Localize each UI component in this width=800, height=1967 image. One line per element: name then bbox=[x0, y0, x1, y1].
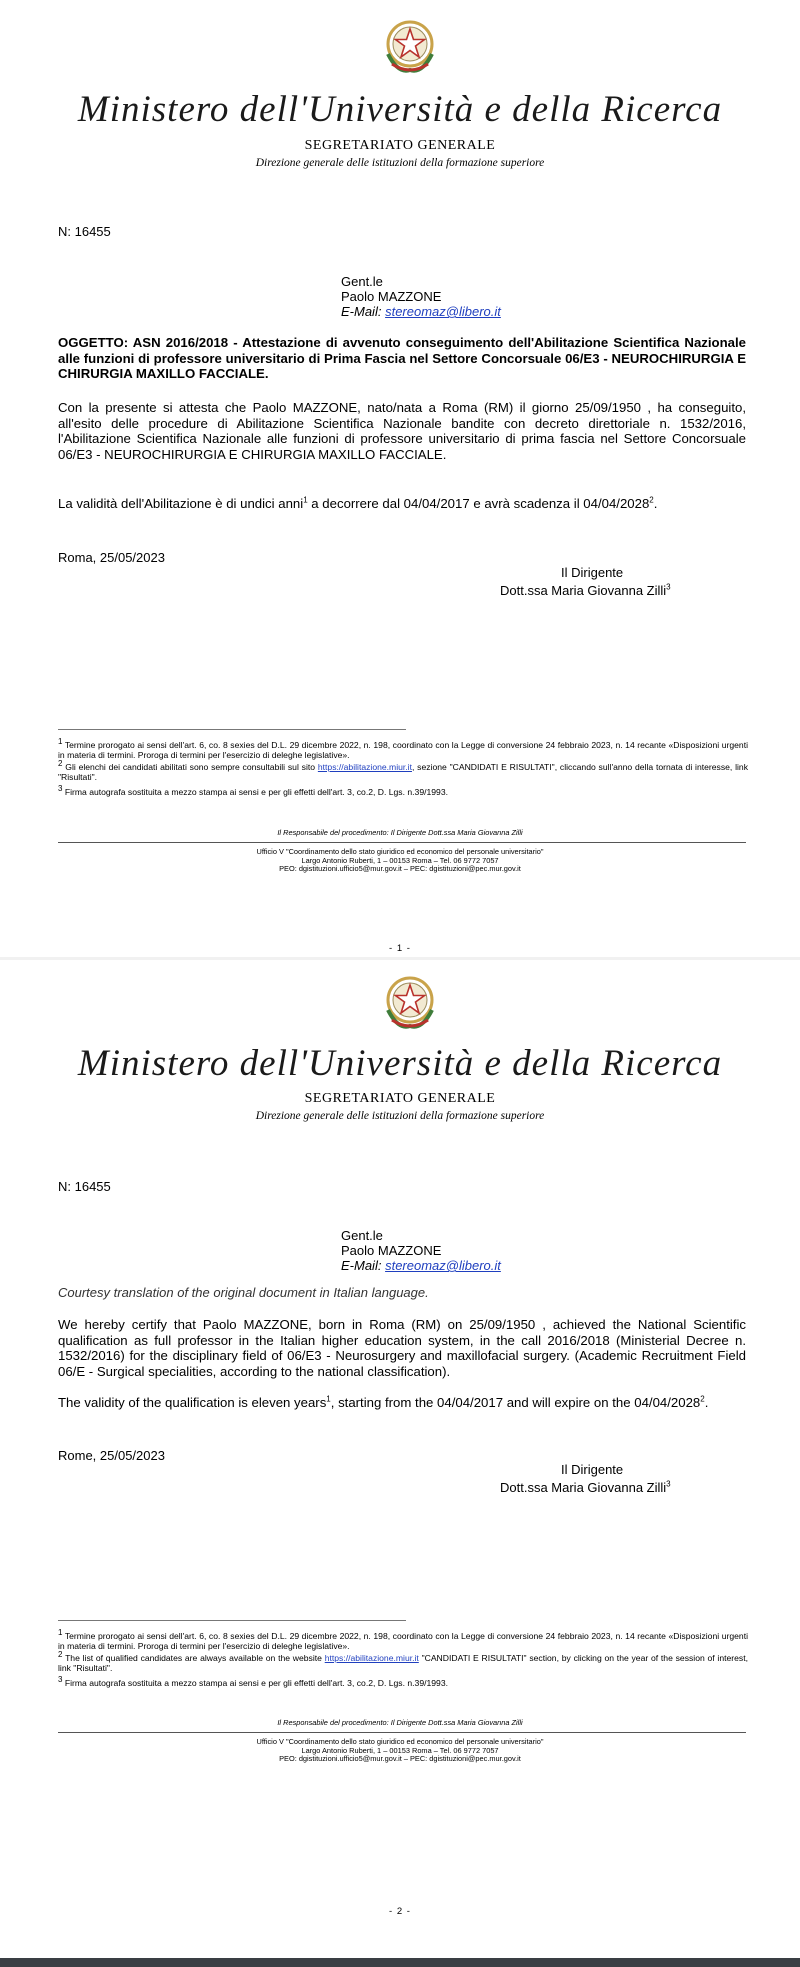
protocol-number: N: 16455 bbox=[58, 224, 111, 239]
footnote-mark: 1 bbox=[326, 1394, 331, 1404]
footnote-mark: 3 bbox=[666, 582, 671, 592]
footnote-1 bbox=[58, 737, 748, 760]
page-number: - 1 - bbox=[389, 943, 411, 954]
signer-name bbox=[500, 583, 671, 598]
recipient-name: Paolo MAZZONE bbox=[341, 1243, 442, 1258]
responsible-line: Il Responsabile del procedimento: Il Dirigente Dott.ssa Maria Giovanna Zilli bbox=[277, 828, 523, 837]
secretariat: SEGRETARIATO GENERALE bbox=[304, 138, 496, 153]
responsible-line: Il Responsabile del procedimento: Il Dirigente Dott.ssa Maria Giovanna Zilli bbox=[277, 1718, 523, 1727]
ministry-name: Ministero dell'Università e della Ricerca bbox=[77, 1043, 723, 1084]
validity-text-a: The validity of the qualification is eleven years bbox=[58, 1395, 327, 1410]
signer-name-text: Dott.ssa Maria Giovanna Zilli bbox=[500, 583, 667, 598]
email-label: E-Mail: bbox=[341, 304, 382, 319]
validity-end: . bbox=[653, 496, 658, 511]
validity-paragraph bbox=[58, 496, 746, 512]
window-bottom-edge bbox=[0, 1958, 800, 1967]
validity-text-b: a decorrere dal 04/04/2017 e avrà scadenza il 04/04/2028 bbox=[307, 496, 650, 511]
footnote-mark: 1 bbox=[303, 495, 308, 505]
page-2 bbox=[0, 960, 800, 1920]
office-line-1: Ufficio V "Coordinamento dello stato giuridico ed economico del personale universitario" bbox=[256, 1737, 544, 1746]
footnote-mark: 3 bbox=[58, 784, 63, 794]
validity-text-a: La validità dell'Abilitazione è di undici anni bbox=[58, 496, 304, 511]
footnote-mark: 2 bbox=[58, 759, 63, 769]
footnote-mark: 1 bbox=[58, 737, 63, 747]
directorate: Direzione generale delle istituzioni della formazione superiore bbox=[255, 157, 545, 169]
page-1 bbox=[0, 0, 800, 960]
footnote-mark: 2 bbox=[700, 1394, 705, 1404]
footnote-mark: 1 bbox=[58, 1628, 63, 1638]
italian-emblem-icon bbox=[378, 14, 442, 78]
office-line-2: Largo Antonio Ruberti, 1 – 00153 Roma – Tel. 06 9772 7057 bbox=[301, 1745, 499, 1755]
place-date: Roma, 25/05/2023 bbox=[58, 550, 165, 565]
footnote-2 bbox=[58, 1650, 749, 1673]
footer-rule bbox=[58, 842, 746, 843]
footnote-2-text-a: The list of qualified candidates are always available on the website bbox=[65, 1653, 322, 1663]
ministry-name: Ministero dell'Università e della Ricerca bbox=[77, 89, 723, 130]
secretariat: SEGRETARIATO GENERALE bbox=[304, 1091, 496, 1106]
footnote-2-text-a: Gli elenchi dei candidati abilitati sono sempre consultabili sul sito bbox=[65, 762, 316, 772]
validity-paragraph bbox=[58, 1395, 746, 1411]
footnote-mark: 2 bbox=[649, 495, 654, 505]
office-block bbox=[0, 848, 800, 874]
signer-name-text: Dott.ssa Maria Giovanna Zilli bbox=[500, 1480, 667, 1495]
footnote-1-text: Termine prorogato ai sensi dell'art. 6, co. 8 sexies del D.L. 29 dicembre 2022, n. 198, coordinato con la Legge di conversione 24 febbraio 2023, n. 14 recante «Disposizioni urgenti in materia di termini. Proroga di termini per l'esercizio di deleghe legislative». bbox=[58, 1631, 748, 1651]
footnote-3 bbox=[58, 1675, 748, 1688]
footnote-mark: 3 bbox=[58, 1675, 63, 1685]
footnote-1-text: Termine prorogato ai sensi dell'art. 6, co. 8 sexies del D.L. 29 dicembre 2022, n. 198, coordinato con la Legge di conversione 24 febbraio 2023, n. 14 recante «Disposizioni urgenti in materia di termini. Proroga di termini per l'esercizio di deleghe legislative». bbox=[58, 740, 748, 760]
footnote-2-link[interactable]: https://abilitazione.miur.it bbox=[317, 762, 412, 772]
footnote-2 bbox=[58, 759, 748, 782]
salutation: Gent.le bbox=[341, 1228, 383, 1243]
courtesy-note: Courtesy translation of the original document in Italian language. bbox=[58, 1285, 429, 1300]
footnote-2-link[interactable]: https://abilitazione.miur.it bbox=[324, 1653, 419, 1663]
directorate: Direzione generale delle istituzioni della formazione superiore bbox=[255, 1110, 545, 1122]
office-line-3: PEO: dgistituzioni.ufficio5@mur.gov.it – PEC: dgistituzioni@pec.mur.gov.it bbox=[279, 1754, 521, 1764]
footer-rule bbox=[58, 1732, 746, 1733]
place-date: Rome, 25/05/2023 bbox=[58, 1448, 165, 1463]
recipient-email bbox=[341, 1258, 501, 1273]
footnote-rule bbox=[58, 1620, 406, 1621]
page-number: - 2 - bbox=[389, 1906, 411, 1917]
footnote-mark: 2 bbox=[58, 1650, 63, 1660]
email-link[interactable]: stereomaz@libero.it bbox=[385, 304, 501, 319]
email-link[interactable]: stereomaz@libero.it bbox=[385, 1258, 501, 1273]
signer-title: Il Dirigente bbox=[561, 565, 624, 580]
validity-end: . bbox=[704, 1395, 709, 1410]
footnote-3-text: Firma autografa sostituita a mezzo stampa ai sensi e per gli effetti dell'art. 3, co.2, D. Lgs. n.39/1993. bbox=[64, 1678, 448, 1688]
office-block bbox=[0, 1738, 800, 1764]
office-line-3: PEO: dgistituzioni.ufficio5@mur.gov.it – PEC: dgistituzioni@pec.mur.gov.it bbox=[279, 864, 521, 874]
body-paragraph: Con la presente si attesta che Paolo MAZZONE, nato/nata a Roma (RM) il giorno 25/09/1950 , ha conseguito, all'esito delle procedure di Abilitazione Scientifica Nazionale bandite con decreto direttoriale n. 1532/2016, l'Abilitazione Scientifica Nazionale alle funzioni di professore universitario di prima fascia nel Settore Concorsuale 06/E3 - NEUROCHIRURGIA E CHIRURGIA MAXILLO FACCIALE. bbox=[58, 400, 746, 462]
subject: OGGETTO: ASN 2016/2018 - Attestazione di avvenuto conseguimento dell'Abilitazione Scientifica Nazionale alle funzioni di professore universitario di Prima Fascia nel Settore Concorsuale 06/E3 - NEUROCHIRURGIA E CHIRURGIA MAXILLO FACCIALE. bbox=[58, 335, 746, 381]
body-paragraph: We hereby certify that Paolo MAZZONE, born in Roma (RM) on 25/09/1950 , achieved the National Scientific qualification as full professor in the Italian higher education system, in the call 2016/2018 (Ministerial Decree n. 1532/2016) for the disciplinary field of 06/E3 - Neurosurgery and maxillofacial surgery. (Academic Recruitment Field 06/E - Surgical specialities, according to the national classification). bbox=[58, 1317, 746, 1379]
email-label: E-Mail: bbox=[341, 1258, 382, 1273]
footnote-3-text: Firma autografa sostituita a mezzo stampa ai sensi e per gli effetti dell'art. 3, co.2, D. Lgs. n.39/1993. bbox=[64, 787, 448, 797]
signer-title: Il Dirigente bbox=[561, 1462, 624, 1477]
signer-name bbox=[500, 1480, 671, 1495]
recipient-name: Paolo MAZZONE bbox=[341, 289, 442, 304]
salutation: Gent.le bbox=[341, 274, 383, 289]
footnote-1 bbox=[58, 1628, 748, 1651]
validity-text-b: , starting from the 04/04/2017 and will expire on the 04/04/2028 bbox=[330, 1395, 701, 1410]
footnote-mark: 3 bbox=[666, 1479, 671, 1489]
footnote-rule bbox=[58, 729, 406, 730]
office-line-2: Largo Antonio Ruberti, 1 – 00153 Roma – Tel. 06 9772 7057 bbox=[301, 855, 499, 865]
footnote-3 bbox=[58, 784, 748, 797]
italian-emblem-icon bbox=[378, 970, 442, 1034]
footnote-2-text-b: "CANDIDATI E RISULTATI" section, by clicking on the year of the session of interest, link "Risultati". bbox=[58, 1653, 749, 1673]
footnote-2-text-b: , sezione "CANDIDATI E RISULTATI", cliccando sull'anno della tornata di interesse, link "Risultati". bbox=[58, 762, 748, 782]
recipient-email bbox=[341, 304, 501, 319]
protocol-number: N: 16455 bbox=[58, 1179, 111, 1194]
office-line-1: Ufficio V "Coordinamento dello stato giuridico ed economico del personale universitario" bbox=[256, 847, 544, 856]
